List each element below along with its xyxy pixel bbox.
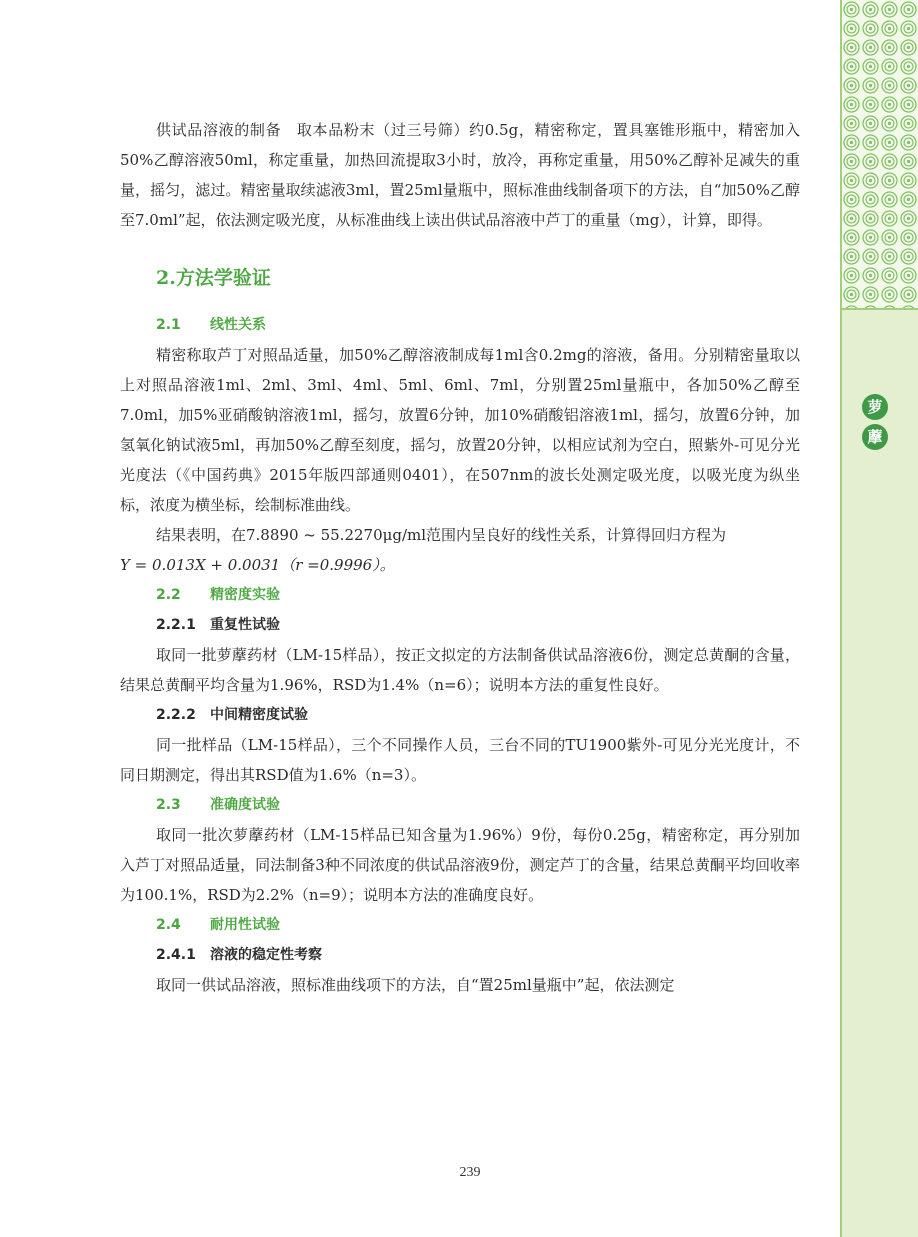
- solution-stability-paragraph: 取同一供试品溶液，照标准曲线项下的方法，自“置25ml量瓶中”起，依法测定: [156, 976, 675, 994]
- intermediate-precision-paragraph: 同一批样品（LM-15样品），三个不同操作人员，三台不同的TU1900紫外-可见分光光度计，不同日期测定，得出其RSD值为1.6%（n=3）。: [120, 736, 800, 784]
- heading-text: 溶液的稳定性考察: [210, 947, 322, 963]
- intro-paragraph: 供试品溶液的制备 取本品粉末（过三号筛）约0.5g，精密称定，置具塞锥形瓶中，精密加入50%乙醇溶液50ml，称定重量，加热回流提取3小时，放冷，再称定重量，用50%乙醇补足减失的重量，摇匀，滤过。精密量取续滤液3ml，置25ml量瓶中，照标准曲线制备项下的方法，自“加50%乙醇至7.0ml”起，依法测定吸光度，从标准曲线上读出供试品溶液中芦丁的重量（mg），计算，即得。: [120, 121, 800, 229]
- heading-text: 线性关系: [210, 317, 266, 333]
- heading-number: 2.4: [156, 917, 181, 933]
- heading-text: 重复性试验: [210, 617, 280, 633]
- heading-robustness: [156, 910, 800, 940]
- linearity-paragraph: 精密称取芦丁对照品适量，加50%乙醇溶液制成每1ml含0.2mg的溶液，备用。分别精密量取以上对照品溶液1ml、2ml、3ml、4ml、5ml、6ml、7ml，分别置25ml量瓶中，各加50%乙醇至7.0ml，加5%亚硝酸钠溶液1ml，摇匀，放置6分钟，加10%硝酸铝溶液1ml，摇匀，放置6分钟，加氢氧化钠试液5ml，再加50%乙醇至刻度，摇匀，放置20分钟，以相应试剂为空白，照紫外-可见分光光度法（《中国药典》2015年版四部通则0401），在507nm的波长处测定吸光度，以吸光度为纵坐标，浓度为横坐标，绘制标准曲线。: [120, 346, 800, 514]
- side-tab: [840, 0, 918, 1237]
- heading-number: 2.3: [156, 797, 181, 813]
- page-content: [120, 115, 800, 1000]
- side-title-char: 藦: [862, 424, 888, 450]
- heading-text: 耐用性试验: [210, 917, 280, 933]
- heading-solution-stability: [156, 940, 800, 970]
- repeatability-paragraph: 取同一批萝藦药材（LM-15样品），按正文拟定的方法制备供试品溶液6份，测定总黄酮的含量，结果总黄酮平均含量为1.96%，RSD为1.4%（n=6）；说明本方法的重复性良好。: [120, 646, 800, 694]
- heading-number: 2.2.1: [156, 617, 196, 633]
- heading-linearity: [156, 310, 800, 340]
- page-number: 239: [459, 1165, 481, 1180]
- accuracy-paragraph: 取同一批次萝藦药材（LM-15样品已知含量为1.96%）9份，每份0.25g，精密称定，再分别加入芦丁对照品适量，同法制备3种不同浓度的供试品溶液9份，测定芦丁的含量，结果总黄酮平均回收率为100.1%，RSD为2.2%（n=9）；说明本方法的准确度良好。: [120, 826, 800, 904]
- heading-number: 2.1: [156, 317, 181, 333]
- linearity-result: 结果表明，在7.8890 ~ 55.2270μg/ml范围内呈良好的线性关系，计算得回归方程为: [156, 526, 727, 544]
- heading-accuracy: [156, 790, 800, 820]
- heading-repeatability: [156, 610, 800, 640]
- regression-formula: Y = 0.013X + 0.0031（r =0.9996）。: [120, 556, 395, 574]
- heading-text: 准确度试验: [210, 797, 280, 813]
- swirl-pattern-icon: [842, 0, 918, 308]
- side-title-char: 萝: [862, 394, 888, 420]
- heading-text: 中间精密度试验: [210, 707, 308, 723]
- heading-number: 2.4.1: [156, 947, 196, 963]
- heading-number: 2.2.2: [156, 707, 196, 723]
- decorative-swirl-pattern: [842, 0, 918, 310]
- section-title: 2.方法学验证: [156, 267, 271, 289]
- heading-intermediate-precision: [156, 700, 800, 730]
- heading-number: 2.2: [156, 587, 181, 603]
- side-title: [862, 394, 892, 450]
- heading-text: 精密度实验: [210, 587, 280, 603]
- heading-precision: [156, 580, 800, 610]
